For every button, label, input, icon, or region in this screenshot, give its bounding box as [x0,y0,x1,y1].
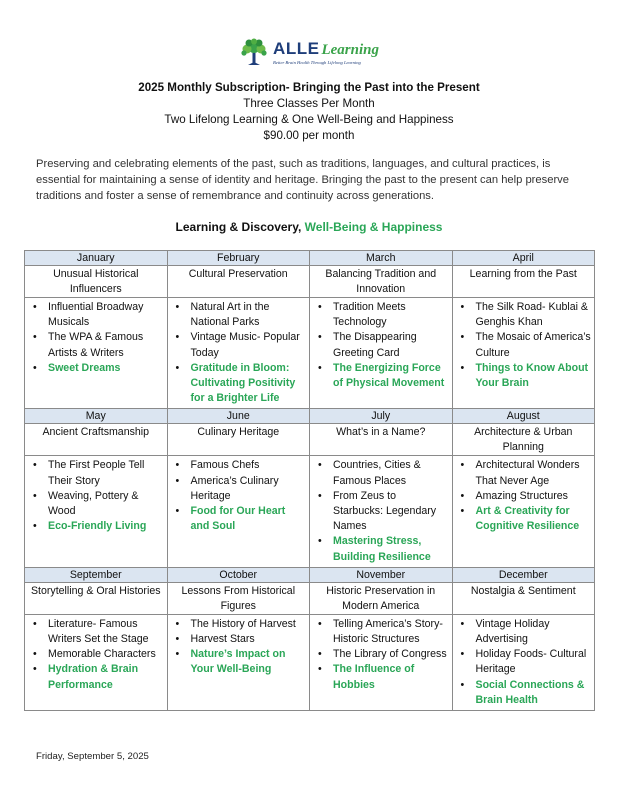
classes-row [25,456,595,567]
class-item: • Literature- Famous Writers Set the Stage [29,617,164,647]
class-list [314,617,449,693]
class-list [314,300,449,391]
footer-date: Friday, September 5, 2025 [36,751,149,762]
theme-row [25,424,595,456]
month-name: May [25,409,168,424]
subtitle-learning: Learning & Discovery [175,220,298,234]
class-item: • America’s Culinary Heritage [172,474,307,504]
wellbeing-class-item: • Things to Know About Your Brain [457,361,592,391]
class-item: • Weaving, Pottery & Wood [29,489,164,519]
class-list [172,458,307,534]
class-item: • The Mosaic of America’s Culture [457,330,592,360]
month-name: July [310,409,453,424]
month-classes [167,298,310,409]
month-theme: Culinary Heritage [167,424,310,456]
month-classes [310,298,453,409]
month-name: April [452,251,595,266]
brand-name-learning: Learning [321,42,379,58]
wellbeing-class-item: • The Influence of Hobbies [314,662,449,692]
class-item: • Vintage Holiday Advertising [457,617,592,647]
class-item: • Telling America’s Story- Historic Structures [314,617,449,647]
month-name: March [310,251,453,266]
class-item: • The Silk Road- Kublai & Genghis Khan [457,300,592,330]
table-subtitle [0,220,618,234]
brand-tagline: Better Brain Health Through Lifelong Learning [273,60,361,65]
month-classes [25,456,168,567]
month-classes [452,298,595,409]
class-item: • Harvest Stars [172,632,307,647]
class-list [172,300,307,406]
month-theme: Learning from the Past [452,266,595,298]
class-item: • Architectural Wonders That Never Age [457,458,592,488]
class-item: • The History of Harvest [172,617,307,632]
month-theme: Nostalgia & Sentiment [452,582,595,614]
class-item: • The First People Tell Their Story [29,458,164,488]
tree-icon [239,38,269,66]
class-item: • Amazing Structures [457,489,592,504]
month-theme: Historic Preservation in Modern America [310,582,453,614]
class-item: • Memorable Characters [29,647,164,662]
wellbeing-class-item: • The Energizing Force of Physical Movement [314,361,449,391]
month-theme: Lessons From Historical Figures [167,582,310,614]
month-classes [452,614,595,710]
class-item: • Holiday Foods- Cultural Heritage [457,647,592,677]
wellbeing-class-item: • Eco-Friendly Living [29,519,164,534]
class-list [457,458,592,534]
intro-paragraph: Preserving and celebrating elements of the past, such as traditions, languages, and cultural practices, is essential for maintaining a sense of identity and heritage. Bringing the past to the present can help preserve traditions and foster a sense of remembrance and continuity across generations. [36,158,569,203]
month-classes [310,456,453,567]
month-classes [167,614,310,710]
month-header-row [25,251,595,266]
wellbeing-class-item: • Art & Creativity for Cognitive Resilience [457,504,592,534]
month-classes [25,614,168,710]
class-list [457,617,592,708]
theme-row [25,266,595,298]
class-list [314,458,449,564]
month-name: January [25,251,168,266]
theme-row [25,582,595,614]
class-list [29,458,164,534]
wellbeing-class-item: • Social Connections & Brain Health [457,678,592,708]
month-classes [310,614,453,710]
month-theme: What’s in a Name? [310,424,453,456]
subtitle-wellbeing: Well-Being & Happiness [304,220,443,234]
class-list [29,300,164,376]
class-item: • Famous Chefs [172,458,307,473]
class-item: • The WPA & Famous Artists & Writers [29,330,164,360]
brand-name: ALLE [273,39,320,58]
month-name: November [310,567,453,582]
logo [0,38,618,66]
month-theme: Ancient Craftsmanship [25,424,168,456]
month-theme: Storytelling & Oral Histories [25,582,168,614]
classes-row [25,614,595,710]
classes-per-month: Three Classes Per Month [243,97,375,110]
month-theme: Unusual Historical Influencers [25,266,168,298]
wellbeing-class-item: • Food for Our Heart and Soul [172,504,307,534]
document-header [0,80,618,144]
month-name: December [452,567,595,582]
month-theme: Balancing Tradition and Innovation [310,266,453,298]
wellbeing-class-item: • Gratitude in Bloom: Cultivating Positivity for a Brighter Life [172,361,307,407]
month-classes [167,456,310,567]
class-list [29,617,164,693]
month-theme: Architecture & Urban Planning [452,424,595,456]
class-item: • Countries, Cities & Famous Places [314,458,449,488]
class-item: • Vintage Music- Popular Today [172,330,307,360]
month-header-row [25,567,595,582]
subtitle-separator: , [298,220,305,234]
document-title: 2025 Monthly Subscription- Bringing the Past into the Present [138,81,480,94]
schedule-table [24,250,595,711]
class-item: • From Zeus to Starbucks: Legendary Names [314,489,449,535]
month-theme: Cultural Preservation [167,266,310,298]
month-header-row [25,409,595,424]
class-item: • The Library of Congress [314,647,449,662]
class-item: • The Disappearing Greeting Card [314,330,449,360]
month-name: June [167,409,310,424]
class-item: • Influential Broadway Musicals [29,300,164,330]
price: $90.00 per month [263,129,355,142]
wellbeing-class-item: • Nature’s Impact on Your Well-Being [172,647,307,677]
wellbeing-class-item: • Sweet Dreams [29,361,164,376]
wellbeing-class-item: • Hydration & Brain Performance [29,662,164,692]
classes-row [25,298,595,409]
month-classes [452,456,595,567]
wellbeing-class-item: • Mastering Stress, Building Resilience [314,534,449,564]
month-name: February [167,251,310,266]
class-item: • Tradition Meets Technology [314,300,449,330]
month-name: September [25,567,168,582]
class-list [172,617,307,678]
month-name: October [167,567,310,582]
class-item: • Natural Art in the National Parks [172,300,307,330]
month-classes [25,298,168,409]
month-name: August [452,409,595,424]
class-list [457,300,592,391]
class-breakdown: Two Lifelong Learning & One Well-Being and Happiness [164,113,454,126]
